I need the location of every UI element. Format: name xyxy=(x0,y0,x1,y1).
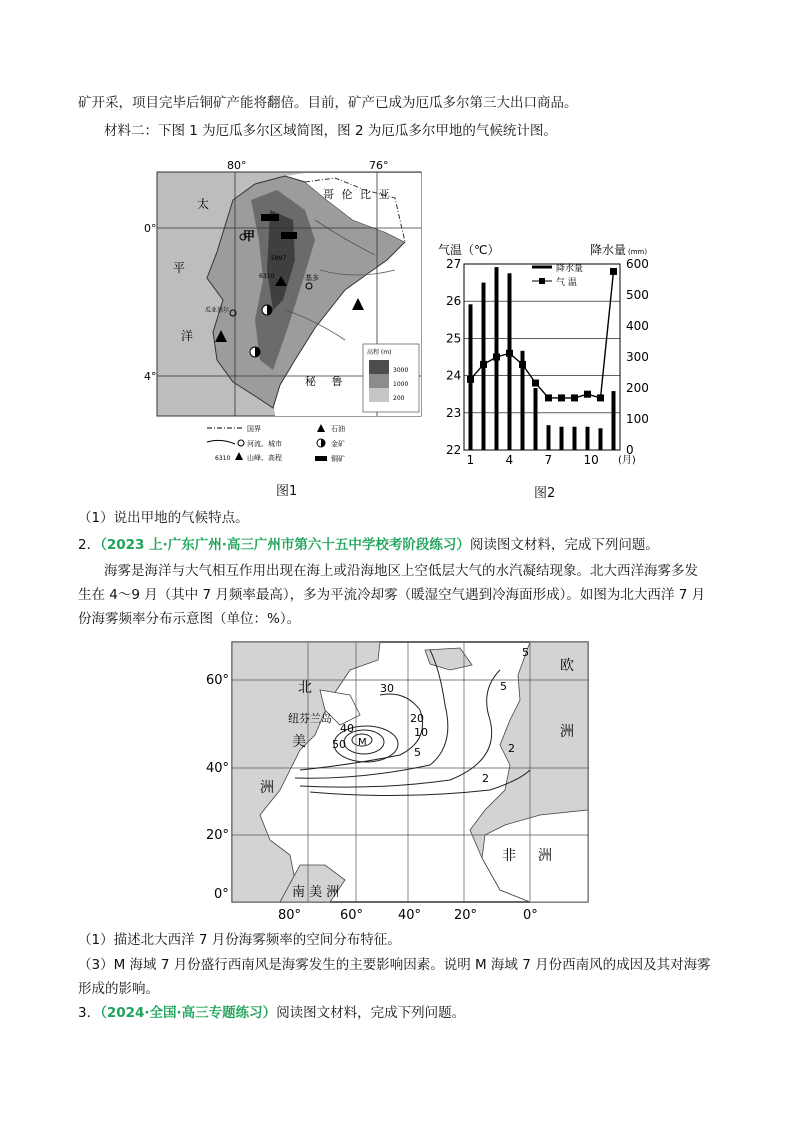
lon-40-label: 40° xyxy=(398,908,422,923)
m-label: M xyxy=(358,737,367,748)
legend-border-label: 国界 xyxy=(247,425,261,433)
x-unit-label: (月) xyxy=(618,455,636,466)
question-3-instruction: 阅读图文材料，完成下列问题。 xyxy=(276,1005,466,1021)
precip-bar xyxy=(599,428,603,450)
precip-bar xyxy=(534,388,538,450)
xtick-label: 10 xyxy=(583,453,599,467)
elevation-legend-title: 高程 (m) xyxy=(367,349,392,356)
contour-30: 30 xyxy=(380,682,394,695)
intro-line-2: 材料二：下图 1 为厄瓜多尔区域简图，图 2 为厄瓜多尔甲地的气候统计图。 xyxy=(104,123,557,139)
peak-6310-label: 6310 xyxy=(259,273,275,280)
ylabel-right: 降水量 xyxy=(590,243,627,257)
ocean-label-tai: 太 xyxy=(197,197,210,211)
copper-mine-icon xyxy=(261,214,279,221)
city-quito-label: 基多 xyxy=(305,274,319,282)
question-2-number: 2． xyxy=(78,537,101,553)
ytick-right-label: 600 xyxy=(626,257,649,271)
temperature-line xyxy=(471,271,614,397)
legend-temp-label: 气 温 xyxy=(556,278,577,288)
temperature-point xyxy=(506,350,513,357)
legend-gold-label: 金矿 xyxy=(331,440,345,448)
temperature-point xyxy=(597,394,604,401)
temperature-point xyxy=(467,376,474,383)
copper-mine-icon xyxy=(281,232,297,239)
lon-80-label: 80° xyxy=(227,159,247,172)
figure-2-caption: 图2 xyxy=(534,486,556,501)
ylabel-right-unit: (mm) xyxy=(628,248,648,256)
contour-2-b: 2 xyxy=(482,772,489,785)
question-2-3-line-2: 形成的影响。 xyxy=(78,981,159,997)
contour-40: 40 xyxy=(340,722,354,735)
ytick-right-label: 100 xyxy=(626,412,649,426)
ylabel-left: 气温（℃） xyxy=(438,243,500,257)
legend-peak-label: 山峰、高程 xyxy=(247,454,282,462)
q2-paragraph-line-2: 生在 4～9 月（其中 7 月频率最高），多为平流冷却雾（暖湿空气遇到冷海面形成）。如图为北大西洋 7 月 xyxy=(78,587,706,603)
ytick-right-label: 500 xyxy=(626,288,649,302)
xtick-label: 7 xyxy=(544,453,553,467)
ocean-label-ping: 平 xyxy=(173,261,186,275)
ytick-left-label: 24 xyxy=(446,368,462,383)
legend-river-city-label: 河流、城市 xyxy=(247,440,282,448)
lat-4-label: 4° xyxy=(144,370,157,383)
elevation-1000: 1000 xyxy=(393,381,409,388)
question-3-number: 3． xyxy=(78,1005,101,1021)
q2-paragraph-line-3: 份海雾频率分布示意图（单位：%）。 xyxy=(78,611,301,627)
lat-0-label: 0° xyxy=(214,887,229,902)
temperature-point xyxy=(480,361,487,368)
temperature-point xyxy=(584,391,591,398)
africa-zhou-label: 洲 xyxy=(538,848,552,864)
ytick-left-label: 26 xyxy=(446,294,462,309)
question-1-1: （1）说出甲地的气候特点。 xyxy=(78,510,249,526)
precip-bar xyxy=(586,427,590,450)
lat-20-label: 20° xyxy=(206,828,230,843)
africa-label: 非 xyxy=(502,848,516,864)
contour-20: 20 xyxy=(410,712,424,725)
jia-label: 甲 xyxy=(243,229,256,243)
contour-10: 10 xyxy=(414,726,428,739)
plot-frame xyxy=(464,264,620,450)
question-2-3-line-1: （3）M 海域 7 月份盛行西南风是海雾发生的主要影响因素。说明 M 海域 7 月份西南风的成因及其对海雾 xyxy=(78,957,711,973)
lon-80-label: 80° xyxy=(278,908,302,923)
elevation-200: 200 xyxy=(393,395,405,402)
contour-5-a: 5 xyxy=(414,746,421,759)
south-america-label: 南 美 洲 xyxy=(292,885,340,900)
temperature-point xyxy=(493,354,500,361)
ytick-right-label: 400 xyxy=(626,319,649,333)
precip-bar xyxy=(508,273,512,450)
figure-1-caption: 图1 xyxy=(276,484,298,499)
europe-zhou-label: 洲 xyxy=(560,724,574,740)
question-2-source: （2023 上·广东广州·高三广州市第六十五中学校考阶段练习） xyxy=(100,537,470,553)
contour-5-b: 5 xyxy=(500,680,507,693)
north-america-zhou-label: 洲 xyxy=(260,780,274,796)
legend-copper-label: 铜矿 xyxy=(331,455,345,463)
lon-76-label: 76° xyxy=(369,159,389,172)
city-guayaquil-label: 瓜亚基尔 xyxy=(205,307,230,314)
precip-bar xyxy=(547,425,551,450)
ytick-left-label: 23 xyxy=(446,405,462,420)
temperature-point xyxy=(610,268,617,275)
question-2-heading xyxy=(78,535,659,555)
lat-0-label: 0° xyxy=(144,222,157,235)
temperature-point xyxy=(545,394,552,401)
xtick-label: 1 xyxy=(466,453,475,467)
precip-bar xyxy=(612,391,616,450)
lat-40-label: 40° xyxy=(206,761,230,776)
peak-5897-label: 5897 xyxy=(271,255,287,262)
legend-6310: 6310 xyxy=(215,455,231,462)
north-atlantic-fog-map xyxy=(200,640,595,925)
question-3-heading xyxy=(78,1003,465,1023)
europe-ou-label: 欧 xyxy=(560,658,574,674)
lon-60-label: 60° xyxy=(340,908,364,923)
precip-bar xyxy=(560,427,564,450)
ytick-right-label: 300 xyxy=(626,350,649,364)
climate-chart xyxy=(432,237,662,472)
question-2-1: （1）描述北大西洋 7 月份海雾频率的空间分布特征。 xyxy=(78,932,401,948)
north-label: 北 xyxy=(298,680,312,696)
ytick-right-label: 200 xyxy=(626,381,649,395)
precip-bar xyxy=(573,427,577,450)
legend-oil-label: 石油 xyxy=(331,425,345,433)
temperature-point xyxy=(519,361,526,368)
question-2-instruction: 阅读图文材料，完成下列问题。 xyxy=(469,537,659,553)
temperature-point xyxy=(532,380,539,387)
xtick-label: 4 xyxy=(505,453,514,467)
temperature-point xyxy=(571,394,578,401)
peru-label: 秘 鲁 xyxy=(305,375,349,388)
colombia-label: 哥 伦 比 亚 xyxy=(323,188,392,201)
lat-60-label: 60° xyxy=(206,673,230,688)
ytick-right-label: 0 xyxy=(626,443,634,457)
intro-line-1: 矿开采，项目完毕后铜矿产能将翻倍。目前，矿产已成为厄瓜多尔第三大出口商品。 xyxy=(78,95,578,111)
ecuador-map xyxy=(144,159,425,470)
newfoundland-label: 纽芬兰岛 xyxy=(288,712,332,725)
ytick-left-label: 22 xyxy=(446,443,462,457)
elevation-3000: 3000 xyxy=(393,367,409,374)
lon-0-label: 0° xyxy=(523,908,538,923)
question-3-source: （2024·全国·高三专题练习） xyxy=(100,1005,277,1021)
ocean-label-yang: 洋 xyxy=(181,329,194,343)
contour-50: 50 xyxy=(332,738,346,751)
lon-20-label: 20° xyxy=(454,908,478,923)
legend-precip-label: 降水量 xyxy=(556,264,584,274)
ytick-left-label: 25 xyxy=(446,331,462,346)
contour-2-a: 2 xyxy=(508,742,515,755)
q2-paragraph-line-1: 海雾是海洋与大气相互作用出现在海上或沿海地区上空低层大气的水汽凝结现象。北大西洋海雾多发 xyxy=(104,563,698,579)
ytick-left-label: 27 xyxy=(446,257,462,271)
contour-5-c: 5 xyxy=(522,646,529,659)
temperature-point xyxy=(558,394,565,401)
america-label: 美 xyxy=(292,734,306,750)
